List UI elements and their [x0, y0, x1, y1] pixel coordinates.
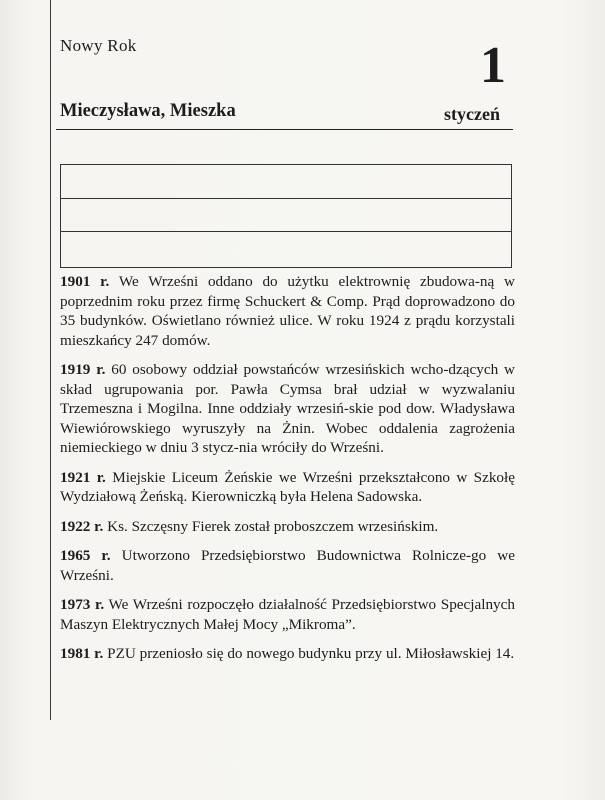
history-entry: [60, 595, 515, 634]
entry-text: 60 osobowy oddział powstańców wrzesińskich wcho-dzących w skład ugrupowania por. Pawła Cymsa brał udział w wyzwalaniu Trzemeszna i Mogilna. Inne oddziały wrzesiń-skie pod dow. Władysława Wiewiórowskiego wyruszyły na Żnin. Wobec oddalenia zagrożenia niemieckiego w dniu 3 stycz-nia wróciły do Wrześni.: [60, 361, 515, 456]
history-entry: [60, 517, 515, 537]
note-line: [61, 165, 511, 199]
entry-year: 1973 r.: [60, 596, 105, 613]
entry-text: Miejskie Liceum Żeńskie we Wrześni przekształcono w Szkołę Wydziałową Żeńską. Kierowniczką była Helena Sadowska.: [60, 468, 515, 505]
day-number: 1: [480, 37, 506, 94]
history-entries: [60, 272, 515, 674]
entry-year: 1921 r.: [60, 468, 106, 486]
holiday-name: Nowy Rok: [60, 36, 137, 55]
history-entry: [60, 360, 515, 458]
entry-text: Utworzono Przedsiębiorstwo Budownictwa Rolnicze-go we Wrześni.: [60, 547, 515, 584]
note-line: [61, 199, 511, 233]
entry-year: 1919 r.: [60, 361, 106, 378]
history-entry: [60, 272, 515, 350]
entry-text: PZU przeniosło się do nowego budynku przy ul. Miłosławskiej 14.: [107, 645, 515, 662]
margin-line: [50, 0, 51, 720]
entry-year: 1922 r.: [60, 517, 104, 535]
entry-text: Ks. Szczęsny Fierek został proboszczem wrzesińskim.: [107, 517, 439, 535]
entry-year: 1901 r.: [60, 273, 110, 290]
history-entry: [60, 644, 515, 664]
history-entry: [60, 546, 515, 585]
note-line: [61, 232, 511, 267]
notes-box: [60, 164, 512, 268]
entry-text: We Wrześni oddano do użytku elektrownię zbudowa-ną w poprzednim roku przez firmę Schuckert & Comp. Prąd doprowadzono do 35 budynków. Oświetlano również ulice. W roku 1924 z prądu korzystali mieszkańcy 247 domów.: [60, 273, 515, 349]
entry-year: 1965 r.: [60, 547, 111, 564]
header-divider: [56, 129, 513, 130]
entry-text: We Wrześni rozpoczęło działalność Przedsiębiorstwo Specjalnych Maszyn Elektrycznych Małej Mocy „Mikroma”.: [60, 596, 515, 633]
history-entry: [60, 468, 515, 507]
entry-year: 1981 r.: [60, 645, 104, 662]
name-day-names: Mieczysława, Mieszka: [60, 101, 236, 121]
month-name: styczeń: [444, 104, 500, 124]
